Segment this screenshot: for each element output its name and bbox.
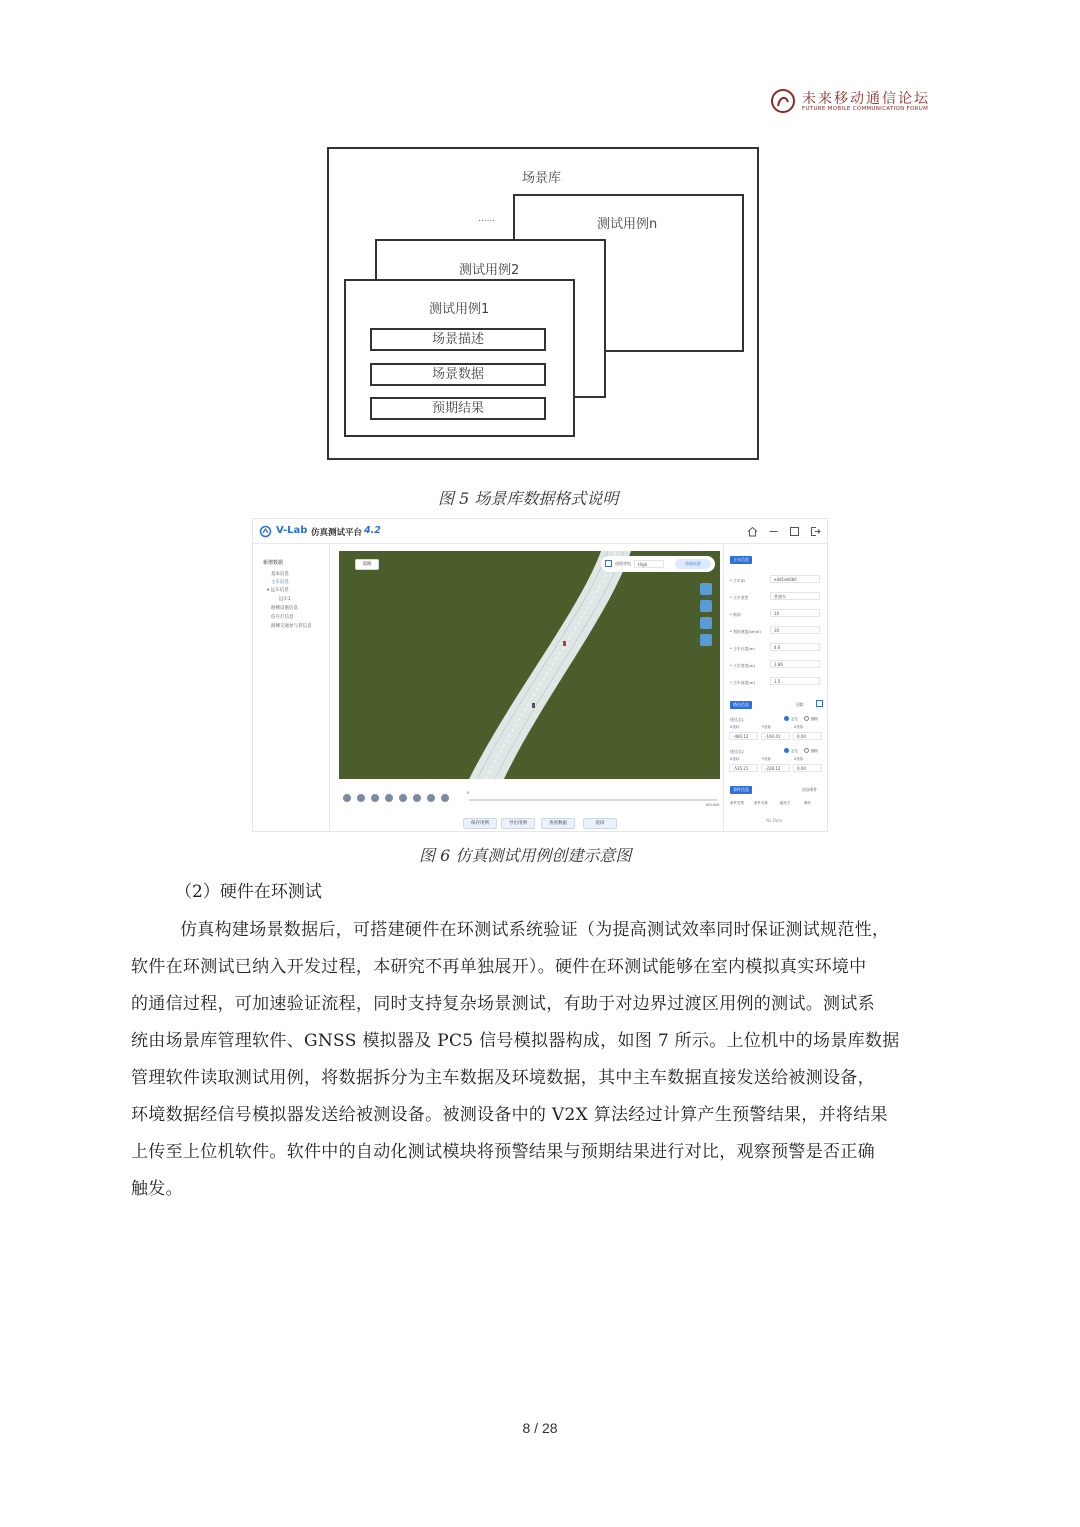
simulation-map[interactable] <box>339 551 720 779</box>
test-case-1-label: 测试用例1 <box>429 302 490 317</box>
eraser-tool-icon[interactable] <box>700 583 712 595</box>
field-label-height: * 主车高度(m) <box>730 680 755 685</box>
map-tag-road[interactable]: 道路 <box>355 559 379 570</box>
app-title: V-Lab <box>276 525 308 536</box>
field-label-host-id: * 主车ID <box>730 578 745 583</box>
fullscreen-icon[interactable] <box>789 526 800 537</box>
event-col-trigger: 触发方 <box>780 801 791 805</box>
field-host-type[interactable]: 普通车 <box>770 592 820 600</box>
event-section-header: 事件信息 <box>730 786 752 794</box>
scene-library-label: 场景库 <box>522 171 562 186</box>
paragraph-line-6: 环境数据经信号模拟器发送给被测设备。被测设备中的 V2X 算法经过计算产生预警结果，并将结果 <box>131 1105 888 1125</box>
skip-end-icon[interactable] <box>441 794 449 802</box>
pause-icon[interactable] <box>385 794 393 802</box>
test-case-2-label: 测试用例2 <box>459 263 520 278</box>
figure6-caption: 图 6 仿真测试用例创建示意图 <box>419 846 632 865</box>
map-toolbar <box>601 556 715 572</box>
sidebar-item-remote-vehicles[interactable]: ▾ 远车信息 <box>267 588 289 593</box>
view-data-button[interactable]: 查看数据 <box>541 818 575 829</box>
paragraph-line-7: 上传至上位机软件。软件中的自动化测试模块将预警结果与预期结果进行对比，观察预警是否正确 <box>131 1142 875 1162</box>
fast-forward-icon[interactable] <box>427 794 435 802</box>
delete-radio-2[interactable] <box>804 748 809 753</box>
toolbar-label: 道路等级 <box>615 561 631 566</box>
forum-logo <box>770 88 930 118</box>
delete-radio-1[interactable] <box>804 716 809 721</box>
waypoint1-label: 途径点1 <box>730 717 744 722</box>
page-number: 8 / 28 <box>522 1420 558 1436</box>
exit-icon[interactable] <box>810 526 821 537</box>
timeline-start: 0 <box>467 791 470 795</box>
sidebar-item-participants[interactable]: 路侧交通参与者信息 <box>271 624 312 629</box>
waypoint1-y[interactable]: -160.41 <box>761 732 790 740</box>
undo-tool-icon[interactable] <box>700 600 712 612</box>
waypoint2-x[interactable]: -535.21 <box>729 764 758 772</box>
locate-label-2: 定位 <box>791 749 798 753</box>
waypoint2-y[interactable]: -228.12 <box>761 764 790 772</box>
coord-y-label-1: Y坐标 <box>762 725 772 729</box>
event-table-empty: No Data <box>766 818 783 823</box>
route-clear-button[interactable]: 清除 <box>796 702 804 707</box>
minimize-icon[interactable] <box>768 526 779 537</box>
playback-controls <box>343 794 463 804</box>
app-subtitle: 仿真测试平台 <box>311 528 363 538</box>
timeline-slider[interactable] <box>469 799 717 801</box>
event-col-name: 事件名称 <box>754 801 768 805</box>
paragraph-line-5: 管理软件读取测试用例，将数据拆分为主车数据及环境数据，其中主车数据直接发送给被测设备， <box>131 1068 875 1088</box>
forum-logo-icon <box>770 88 796 114</box>
paragraph-line-8: 触发。 <box>131 1179 183 1199</box>
field-label-length: * 主车长度(m) <box>730 646 755 651</box>
sidebar-item-new-data[interactable]: 新增数据 <box>263 560 284 566</box>
delete-label-2: 删除 <box>811 749 818 753</box>
figure6-screenshot <box>252 518 828 832</box>
field-label-speed: * 初始速度(km/h) <box>730 629 761 634</box>
ellipsis-label: ...... <box>478 214 496 224</box>
event-col-type: 事件类型 <box>730 801 744 805</box>
toolbar-select[interactable]: High <box>634 560 664 568</box>
save-case-button[interactable]: 保存用例 <box>463 818 497 829</box>
step-back-icon[interactable] <box>357 794 365 802</box>
step-forward-icon[interactable] <box>413 794 421 802</box>
test-case-n-label: 测试用例n <box>597 217 658 232</box>
field-heading[interactable]: 10 <box>770 609 820 617</box>
waypoint1-z[interactable]: 0.00 <box>793 732 822 740</box>
field-host-id[interactable]: e4d1eb6b0 <box>770 575 820 583</box>
sidebar-item-remote-vehicle-1[interactable]: 远车1 <box>279 597 291 602</box>
toolbar-checkbox[interactable] <box>605 560 612 567</box>
delete-label-1: 删除 <box>811 717 818 721</box>
paragraph-line-4: 统由场景库管理软件、GNSS 模拟器及 PC5 信号模拟器构成，如图 7 所示。上位机中的场景库数据 <box>131 1031 900 1051</box>
sidebar-item-roadside[interactable]: 路侧设施信息 <box>271 606 298 611</box>
sidebar-item-host-vehicle[interactable]: 主车信息 <box>271 580 289 585</box>
sidebar-item-basic-info[interactable]: 基本信息 <box>271 572 289 577</box>
field-label-width: * 主车宽度(m) <box>730 663 755 668</box>
locate-radio-1[interactable] <box>784 716 789 721</box>
event-col-action: 操作 <box>804 801 811 805</box>
field-label-heading: * 航向 <box>730 612 741 617</box>
scene-description-box: 场景描述 <box>370 328 546 351</box>
route-section-header: 路径信息 <box>730 701 752 709</box>
locate-radio-2[interactable] <box>784 748 789 753</box>
rewind-icon[interactable] <box>343 794 351 802</box>
scene-data-box: 场景数据 <box>370 363 546 386</box>
road-drawing <box>339 551 720 779</box>
play-icon[interactable] <box>371 794 379 802</box>
add-event-button[interactable]: 添加事件 <box>802 787 818 792</box>
send-tool-icon[interactable] <box>700 634 712 646</box>
waypoint2-label: 途径点2 <box>730 749 744 754</box>
sidebar-item-signal[interactable]: 信号灯信息 <box>271 615 294 620</box>
logo-english-text: FUTURE MOBILE COMMUNICATION FORUM <box>802 106 929 112</box>
pen-tool-icon[interactable] <box>700 617 712 629</box>
timeline-end: 100.000 <box>705 803 720 807</box>
coord-x-label-2: X坐标 <box>730 757 740 761</box>
coord-z-label-1: Z坐标 <box>794 725 804 729</box>
home-icon[interactable] <box>747 526 758 537</box>
locate-label-1: 定位 <box>791 717 798 721</box>
logo-chinese-text: 未来移动通信论坛 <box>802 91 930 107</box>
field-label-host-type: * 主车类型 <box>730 595 749 600</box>
export-case-button[interactable]: 导出用例 <box>501 818 535 829</box>
stop-icon[interactable] <box>399 794 407 802</box>
field-width[interactable]: 1.86 <box>770 660 820 668</box>
right-panel <box>723 544 828 832</box>
field-height[interactable]: 1.5 <box>770 677 820 685</box>
back-button[interactable]: 返回 <box>583 818 617 829</box>
section-subheading: （2）硬件在环测试 <box>175 882 322 902</box>
coord-y-label-2: Y坐标 <box>762 757 772 761</box>
add-scene-button[interactable]: 添加场景 <box>675 559 711 569</box>
app-version: 4.2 <box>364 525 381 536</box>
paragraph-line-1: 仿真构建场景数据后，可搭建硬件在环测试系统验证（为提高测试效率同时保证测试规范性， <box>180 920 890 940</box>
field-speed[interactable]: 30 <box>770 626 820 634</box>
field-length[interactable]: 4.6 <box>770 643 820 651</box>
coord-x-label-1: X坐标 <box>730 725 740 729</box>
vlab-logo-icon <box>259 525 272 538</box>
sidebar <box>253 544 330 832</box>
coord-z-label-2: Z坐标 <box>794 757 804 761</box>
add-waypoint-icon[interactable] <box>816 700 823 707</box>
waypoint2-z[interactable]: 0.00 <box>793 764 822 772</box>
figure5-caption: 图 5 场景库数据格式说明 <box>438 489 619 508</box>
waypoint1-x[interactable]: -480.12 <box>729 732 758 740</box>
paragraph-line-2: 软件在环测试已纳入开发过程，本研究不再单独展开）。硬件在环测试能够在室内模拟真实环境中 <box>131 957 867 977</box>
paragraph-line-3: 的通信过程，可加速验证流程，同时支持复杂场景测试，有助于对边界过渡区用例的测试。测试系 <box>131 994 875 1014</box>
expected-result-box: 预期结果 <box>370 397 546 420</box>
host-vehicle-section-header: 主车信息 <box>730 556 752 564</box>
